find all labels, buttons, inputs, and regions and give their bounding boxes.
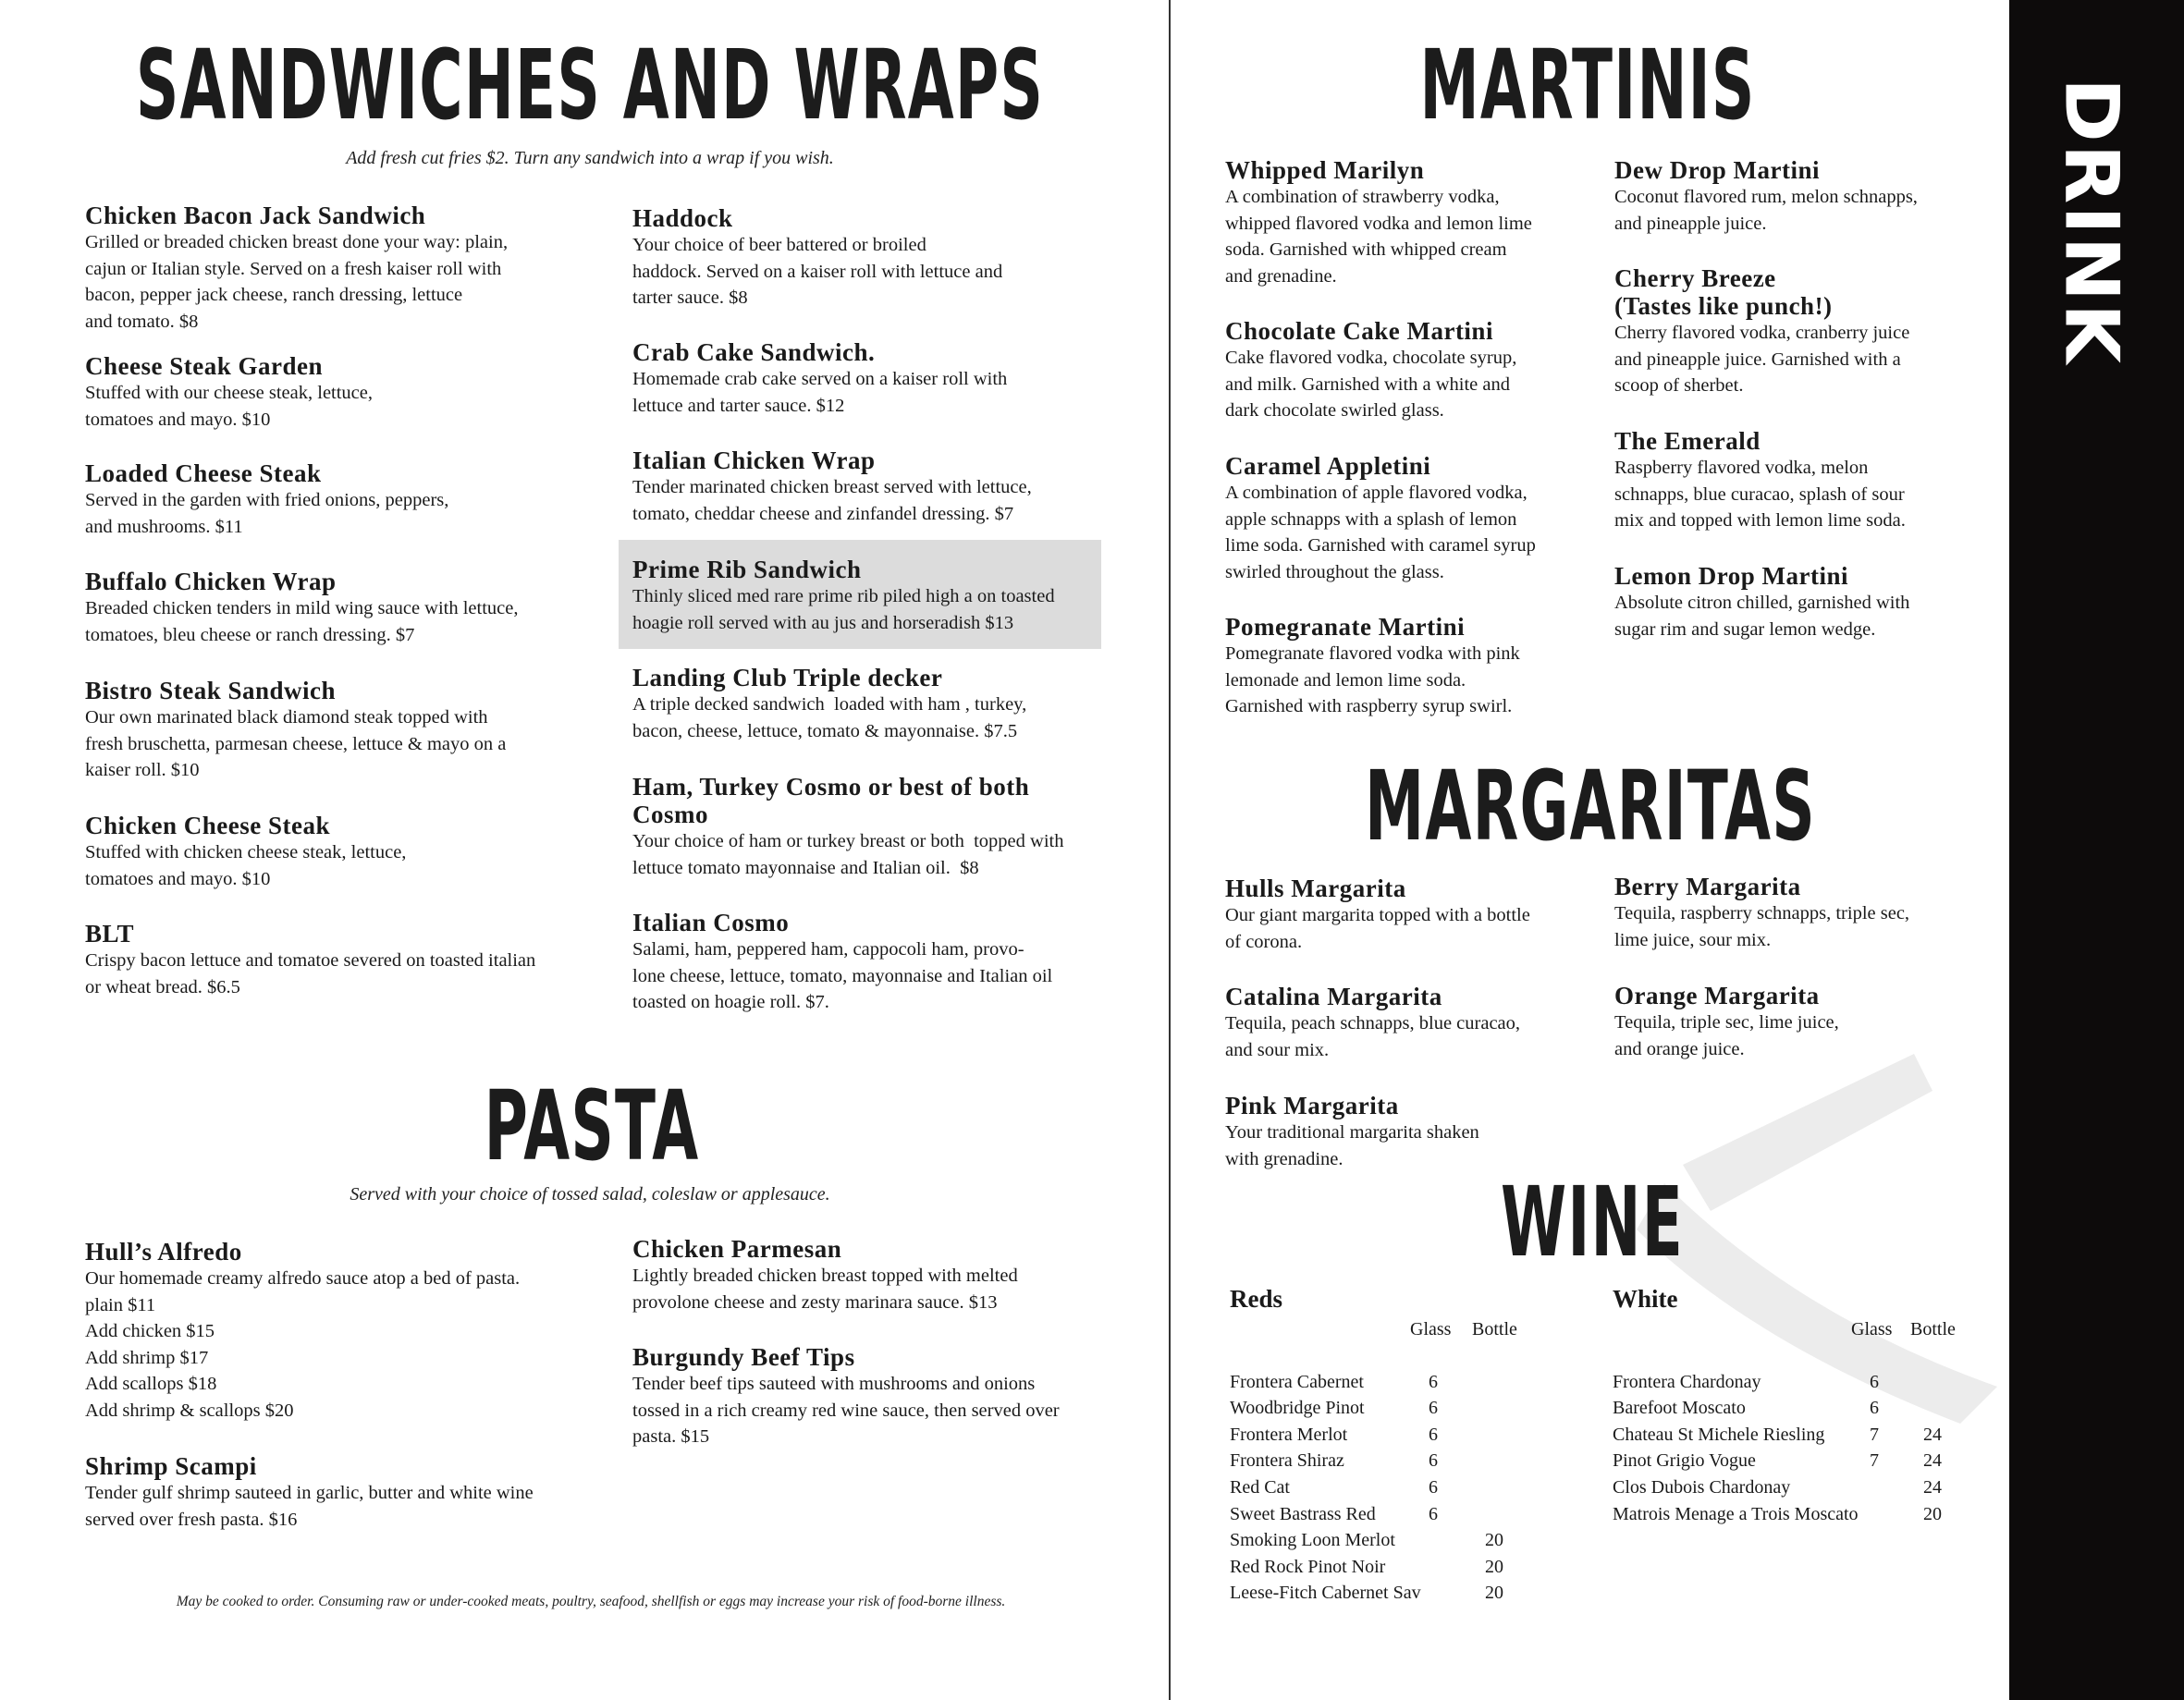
wine-name: Chateau St Michele Riesling — [1613, 1424, 1825, 1445]
wine-name: Leese-Fitch Cabernet Sav — [1230, 1583, 1421, 1604]
menu-item-dew-drop-martini — [1614, 156, 1994, 237]
sandwiches-subtitle: Add fresh cut fries $2. Turn any sandwich into a wrap if you wish. — [346, 148, 834, 168]
menu-item-buffalo-chicken-wrap — [85, 568, 621, 648]
item-name: Caramel Appletini — [1225, 452, 1431, 480]
item-name: Chicken Bacon Jack Sandwich — [85, 202, 426, 229]
item-description: Your choice of ham or turkey breast or both topped with lettuce tomato mayonnaise and Italian oil. $8 — [632, 831, 1064, 878]
pasta-heading: PASTA — [484, 1070, 700, 1182]
sandwiches-heading: SANDWICHES AND WRAPS — [135, 29, 1045, 141]
wine-row — [1230, 1422, 1535, 1449]
menu-item-pink-margarita — [1225, 1092, 1604, 1172]
item-description: Thinly sliced med rare prime rib piled high a on toasted hoagie roll served with au jus and horseradish $13 — [632, 586, 1055, 633]
glass-price: 6 — [1429, 1371, 1438, 1392]
item-description: Tender gulf shrimp sauteed in garlic, butter and white wine served over fresh pasta. $16 — [85, 1483, 534, 1530]
martinis-heading: MARTINIS — [1419, 29, 1756, 141]
bottle-price: 20 — [1923, 1503, 1942, 1524]
item-description: Lightly breaded chicken breast topped with melted provolone cheese and zesty marinara sauce. $13 — [632, 1266, 1018, 1313]
item-name: Chocolate Cake Martini — [1225, 317, 1493, 345]
item-description: Salami, ham, peppered ham, cappocoli ham, provo- lone cheese, lettuce, tomato, mayonnaise and Italian oil toasted on hoagie roll. $7. — [632, 939, 1053, 1013]
item-name: Hulls Margarita — [1225, 874, 1406, 902]
wine-name: Frontera Shiraz — [1230, 1450, 1344, 1472]
glass-price: 6 — [1429, 1450, 1438, 1472]
item-description: Our homemade creamy alfredo sauce atop a bed of pasta. plain $11 Add chicken $15 Add shrimp $17 Add scallops $18 Add shrimp & scallops $20 — [85, 1268, 521, 1421]
wine-reds — [1230, 1285, 1535, 1607]
wine-name: Barefoot Moscato — [1613, 1398, 1746, 1419]
item-description: Stuffed with our cheese steak, lettuce, tomatoes and mayo. $10 — [85, 383, 374, 430]
wine-row — [1230, 1554, 1535, 1581]
menu-item-shrimp-scampi — [85, 1452, 621, 1533]
item-description: Raspberry flavored vodka, melon schnapps, blue curacao, splash of sour mix and topped with lemon lime soda. — [1614, 458, 1906, 532]
item-description: Tequila, raspberry schnapps, triple sec, lime juice, sour mix. — [1614, 903, 1910, 950]
menu-item-berry-margarita — [1614, 873, 1994, 953]
item-name: Dew Drop Martini — [1614, 156, 1820, 184]
wine-row — [1230, 1527, 1535, 1554]
menu-item-chicken-parmesan — [632, 1235, 1169, 1315]
menu-item-italian-chicken-wrap — [632, 446, 1169, 527]
item-name: Loaded Cheese Steak — [85, 459, 322, 487]
menu-item-the-emerald — [1614, 427, 1994, 534]
item-description: Stuffed with chicken cheese steak, lettuce, tomatoes and mayo. $10 — [85, 842, 407, 889]
wine-row — [1613, 1501, 1982, 1528]
item-description: Your choice of beer battered or broiled haddock. Served on a kaiser roll with lettuce and tarter sauce. $8 — [632, 235, 1003, 309]
item-name: Cherry Breeze (Tastes like punch!) — [1614, 264, 1833, 320]
item-name: The Emerald — [1614, 427, 1761, 455]
menu-item-chocolate-cake-martini — [1225, 317, 1604, 424]
menu-item-blt — [85, 920, 621, 1000]
pasta-subtitle: Served with your choice of tossed salad, coleslaw or applesauce. — [350, 1184, 830, 1205]
wine-row — [1230, 1474, 1535, 1501]
glass-price: 6 — [1429, 1424, 1438, 1445]
glass-price: 6 — [1429, 1476, 1438, 1498]
item-description: Cake flavored vodka, chocolate syrup, and milk. Garnished with a white and dark chocolate swirled glass. — [1225, 348, 1517, 422]
item-description: Pomegranate flavored vodka with pink lemonade and lemon lime soda. Garnished with raspberry syrup swirl. — [1225, 643, 1520, 717]
item-name: Shrimp Scampi — [85, 1452, 257, 1480]
item-name: Bistro Steak Sandwich — [85, 677, 337, 704]
wine-white — [1613, 1285, 1982, 1527]
wine-row — [1613, 1448, 1982, 1474]
item-description: Absolute citron chilled, garnished with sugar rim and sugar lemon wedge. — [1614, 593, 1910, 640]
menu-item-crab-cake-sandwich — [632, 338, 1169, 419]
item-name: Berry Margarita — [1614, 873, 1801, 900]
wine-row — [1230, 1448, 1535, 1474]
menu-item-hull-s-alfredo — [85, 1238, 621, 1425]
item-name: BLT — [85, 920, 135, 948]
glass-price: 6 — [1429, 1398, 1438, 1419]
item-name: Crab Cake Sandwich. — [632, 338, 876, 366]
glass-header: Glass — [1851, 1319, 1893, 1339]
item-name: Lemon Drop Martini — [1614, 562, 1848, 590]
item-name: Hull’s Alfredo — [85, 1238, 242, 1266]
wine-heading: WINE — [1500, 1166, 1685, 1278]
wine-name: Red Cat — [1230, 1476, 1290, 1498]
item-description: Tequila, triple sec, lime juice, and orange juice. — [1614, 1012, 1839, 1059]
item-name: Whipped Marilyn — [1225, 156, 1425, 184]
item-name: Prime Rib Sandwich — [632, 556, 862, 583]
menu-item-hulls-margarita — [1225, 874, 1604, 955]
wine-row — [1613, 1422, 1982, 1449]
bottle-price: 20 — [1485, 1583, 1503, 1604]
item-name: Cheese Steak Garden — [85, 352, 323, 380]
item-description: A triple decked sandwich loaded with ham , turkey, bacon, cheese, lettuce, tomato & mayonnaise. $7.5 — [632, 694, 1027, 741]
item-description: Our giant margarita topped with a bottle of corona. — [1225, 905, 1530, 952]
item-description: Served in the garden with fried onions, peppers, and mushrooms. $11 — [85, 490, 449, 537]
wine-row — [1613, 1369, 1982, 1396]
wine-name: Clos Dubois Chardonay — [1613, 1476, 1791, 1498]
item-name: Orange Margarita — [1614, 982, 1820, 1009]
menu-item-cherry-breeze-tastes-like-punch — [1614, 264, 1994, 399]
glass-price: 6 — [1870, 1398, 1879, 1419]
glass-price: 6 — [1870, 1371, 1879, 1392]
item-name: Italian Cosmo — [632, 909, 790, 936]
glass-price: 7 — [1870, 1450, 1879, 1472]
menu-item-bistro-steak-sandwich — [85, 677, 621, 784]
item-description: Tender marinated chicken breast served with lettuce, tomato, cheddar cheese and zinfandel dressing. $7 — [632, 477, 1032, 524]
glass-header: Glass — [1410, 1319, 1452, 1339]
wine-row — [1230, 1501, 1535, 1528]
item-name: Burgundy Beef Tips — [632, 1343, 855, 1371]
menu-item-ham-turkey-cosmo-or-best-of-both-cosmo — [632, 773, 1169, 881]
item-name: Catalina Margarita — [1225, 983, 1442, 1010]
item-name: Landing Club Triple decker — [632, 664, 943, 691]
item-description: Your traditional margarita shaken with grenadine. — [1225, 1122, 1479, 1169]
item-description: Tequila, peach schnapps, blue curacao, and sour mix. — [1225, 1013, 1521, 1060]
wine-name: Sweet Bastrass Red — [1230, 1503, 1376, 1524]
menu-item-catalina-margarita — [1225, 983, 1604, 1063]
wine-row — [1613, 1474, 1982, 1501]
menu-item-cheese-steak-garden — [85, 352, 621, 433]
item-description: Tender beef tips sauteed with mushrooms and onions tossed in a rich creamy red wine sauce, then served over pasta. $15 — [632, 1374, 1060, 1448]
menu-item-prime-rib-sandwich — [632, 556, 1169, 636]
menu-item-pomegranate-martini — [1225, 613, 1604, 720]
item-description: Breaded chicken tenders in mild wing sauce with lettuce, tomatoes, bleu cheese or ranch dressing. $7 — [85, 598, 519, 645]
menu-item-chicken-cheese-steak — [85, 812, 621, 892]
menu-item-whipped-marilyn — [1225, 156, 1604, 289]
item-description: Crispy bacon lettuce and tomatoe severed on toasted italian or wheat bread. $6.5 — [85, 950, 536, 997]
glass-price: 6 — [1429, 1503, 1438, 1524]
menu-item-loaded-cheese-steak — [85, 459, 621, 540]
menu-item-italian-cosmo — [632, 909, 1169, 1016]
item-description: Cherry flavored vodka, cranberry juice and pineapple juice. Garnished with a scoop of sherbet. — [1614, 323, 1910, 397]
item-description: Our own marinated black diamond steak topped with fresh bruschetta, parmesan cheese, lettuce & mayo on a kaiser roll. $10 — [85, 707, 507, 781]
item-name: Pomegranate Martini — [1225, 613, 1466, 641]
menu-item-caramel-appletini — [1225, 452, 1604, 585]
bottle-price: 24 — [1923, 1424, 1942, 1445]
bottle-price: 20 — [1485, 1556, 1503, 1577]
item-description: Homemade crab cake served on a kaiser roll with lettuce and tarter sauce. $12 — [632, 369, 1008, 416]
menu-item-lemon-drop-martini — [1614, 562, 1994, 642]
item-name: Chicken Cheese Steak — [85, 812, 330, 839]
bottle-header: Bottle — [1472, 1319, 1517, 1339]
bottle-price: 24 — [1923, 1450, 1942, 1472]
wine-name: Smoking Loon Merlot — [1230, 1530, 1395, 1551]
item-name: Pink Margarita — [1225, 1092, 1399, 1119]
wine-name: Frontera Merlot — [1230, 1424, 1348, 1445]
wine-name: Red Rock Pinot Noir — [1230, 1556, 1386, 1577]
wine-row — [1613, 1395, 1982, 1422]
pasta-footnote: May be cooked to order. Consuming raw or under-cooked meats, poultry, seafood, shellfish or eggs may increase your risk of food-borne illness. — [176, 1594, 1006, 1609]
bottle-header: Bottle — [1910, 1319, 1956, 1339]
margaritas-heading: MARGARITAS — [1365, 750, 1816, 862]
wine-name: Frontera Cabernet — [1230, 1371, 1364, 1392]
item-name: Ham, Turkey Cosmo or best of both Cosmo — [632, 773, 1030, 828]
drink-label: DRINK — [2048, 78, 2135, 366]
item-description: Coconut flavored rum, melon schnapps, and pineapple juice. — [1614, 187, 1918, 234]
wine-name: Frontera Chardonay — [1613, 1371, 1761, 1392]
item-name: Buffalo Chicken Wrap — [85, 568, 337, 595]
wine-row — [1230, 1395, 1535, 1422]
glass-price: 7 — [1870, 1424, 1879, 1445]
wine-row — [1230, 1580, 1535, 1607]
menu-item-landing-club-triple-decker — [632, 664, 1169, 744]
reds-label: Reds — [1230, 1285, 1283, 1313]
item-name: Haddock — [632, 204, 733, 232]
item-description: A combination of apple flavored vodka, apple schnapps with a splash of lemon lime soda. Garnished with caramel syrup swirled throughout the glass. — [1225, 483, 1536, 582]
bottle-price: 20 — [1485, 1530, 1503, 1551]
menu-item-chicken-bacon-jack-sandwich — [85, 202, 621, 335]
wine-name: Pinot Grigio Vogue — [1613, 1450, 1756, 1472]
item-description: A combination of strawberry vodka, whipped flavored vodka and lemon lime soda. Garnished with whipped cream and grenadine. — [1225, 187, 1532, 287]
white-label: White — [1613, 1285, 1678, 1313]
wine-name: Woodbridge Pinot — [1230, 1398, 1365, 1419]
item-name: Italian Chicken Wrap — [632, 446, 876, 474]
item-name: Chicken Parmesan — [632, 1235, 842, 1263]
item-description: Grilled or breaded chicken breast done your way: plain, cajun or Italian style. Served on a fresh kaiser roll with bacon, pepper jack cheese, ranch dressing, lettuce and tomato. $8 — [85, 232, 509, 332]
page-divider — [1169, 0, 1171, 1700]
wine-name: Matrois Menage a Trois Moscato — [1613, 1503, 1859, 1524]
menu-item-burgundy-beef-tips — [632, 1343, 1169, 1450]
wine-row — [1230, 1369, 1535, 1396]
bottle-price: 24 — [1923, 1476, 1942, 1498]
menu-item-haddock — [632, 204, 1169, 312]
menu-item-orange-margarita — [1614, 982, 1994, 1062]
